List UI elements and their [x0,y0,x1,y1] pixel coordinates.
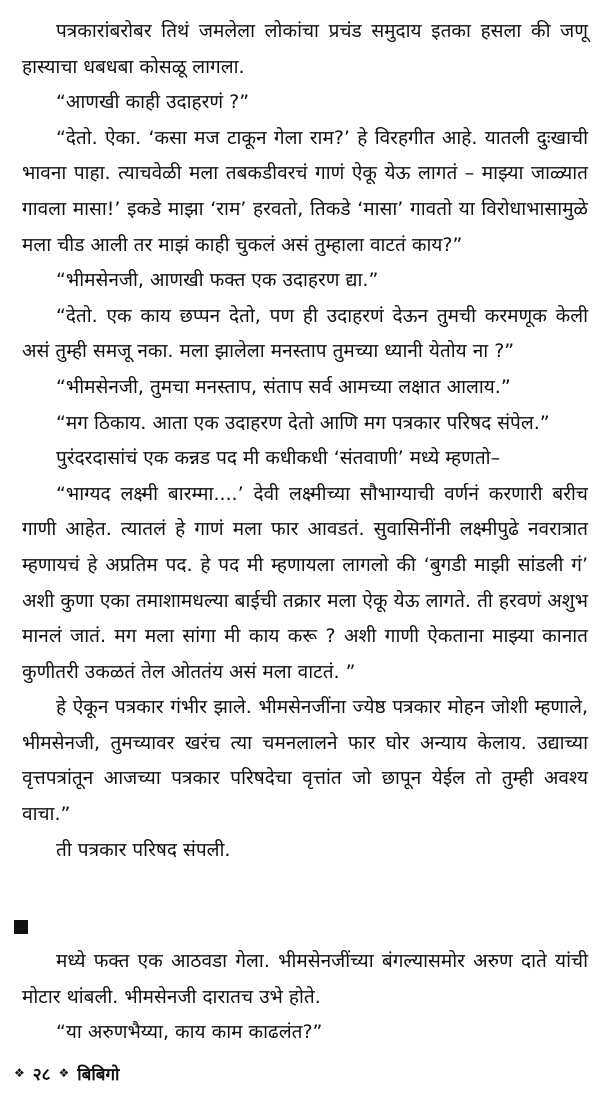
paragraph: पुरंदरदासांचं एक कन्नड पद मी कधीकधी ‘संतवाणी’ मध्ये म्हणतो– [56,447,501,470]
paragraph: हे ऐकून पत्रकार गंभीर झाले. भीमसेनजींना ज्येष्ठ पत्रकार मोहन जोशी म्हणाले, भीमसेनजी, तुमच्यावर खरंच त्या चमनलालने फार घोर अन्याय केलाय. उद्याच्या वृत्तपत्रांतून आजच्या पत्रकार परिषदेचा वृत्तांत जो छापून येईल तो तुम्ही अवश्य वाचा.” [22,696,588,826]
page-number: २८ [32,1064,51,1085]
paragraph: “देतो. एक काय छप्पन देतो, पण ही उदाहरणं देऊन तुमची करमणूक केली असं तुम्ही समजू नका. मला झालेला मनस्ताप तुमच्या ध्यानी येतोय ना ?” [22,304,588,363]
body-text-top [22,14,588,868]
section-separator-square [14,920,28,934]
ornament-icon: ❖ [14,1066,25,1080]
paragraph: ती पत्रकार परिषद संपली. [56,838,231,861]
paragraph: पत्रकारांबरोबर तिथं जमलेला लोकांचा प्रचंड समुदाय इतका हसला की जणू हास्याचा धबधबा कोसळू लागला. [22,20,588,78]
paragraph: “देतो. ऐका. ‘कसा मज टाकून गेला राम?’ हे विरहगीत आहे. यातली दुःखाची भावना पाहा. त्याचवेळी मला तबकडीवरचं गाणं ऐकू येऊ लागतं – माझ्या जाळ्यात गावला मासा!’ इकडे माझा ‘राम’ हरवतो, तिकडे ‘मासा’ गावतो या विरोधाभासामुळे मला चीड आली तर माझं काही चुकलं असं तुम्हाला वाटतं काय?” [22,126,588,256]
paragraph: “आणखी काही उदाहरणं ?” [56,91,250,114]
ornament-icon: ❖ [58,1066,70,1080]
paragraph: मध्ये फक्त एक आठवडा गेला. भीमसेनजींच्या बंगल्यासमोर अरुण दाते यांची मोटार थांबली. भीमसेनजी दारातच उभे होते. [22,950,588,1008]
page-footer [14,1061,119,1085]
body-text-bottom [22,944,588,1051]
book-title: बिबिगो [77,1064,120,1085]
paragraph: “भाग्यद लक्ष्मी बारम्मा....’ देवी लक्ष्मीच्या सौभाग्याची वर्णनं करणारी बरीच गाणी आहेत. त्यातलं हे गाणं मला फार आवडतं. सुवासिनींनी लक्ष्मीपुढे नवरात्रात म्हणायचं हे अप्रतिम पद. हे पद मी म्हणायला लागलो की ‘बुगडी माझी सांडली गं’ अशी कुणा एका तमाशामधल्या बाईची तक्रार मला ऐकू येऊ लागते. ती हरवणं अशुभ मानलं जातं. मग मला सांगा मी काय करू ? अशी गाणी ऐकताना माझ्या कानात कुणीतरी उकळतं तेल ओततंय असं मला वाटतं. ” [22,482,588,683]
paragraph: “भीमसेनजी, तुमचा मनस्ताप, संताप सर्व आमच्या लक्षात आलाय.” [56,375,511,398]
paragraph: “मग ठिकाय. आता एक उदाहरण देतो आणि मग पत्रकार परिषद संपेल.” [56,411,550,434]
paragraph: “भीमसेनजी, आणखी फक्त एक उदाहरण द्या.” [56,269,379,292]
paragraph: “या अरुणभैय्या, काय काम काढलंत?” [56,1021,323,1044]
